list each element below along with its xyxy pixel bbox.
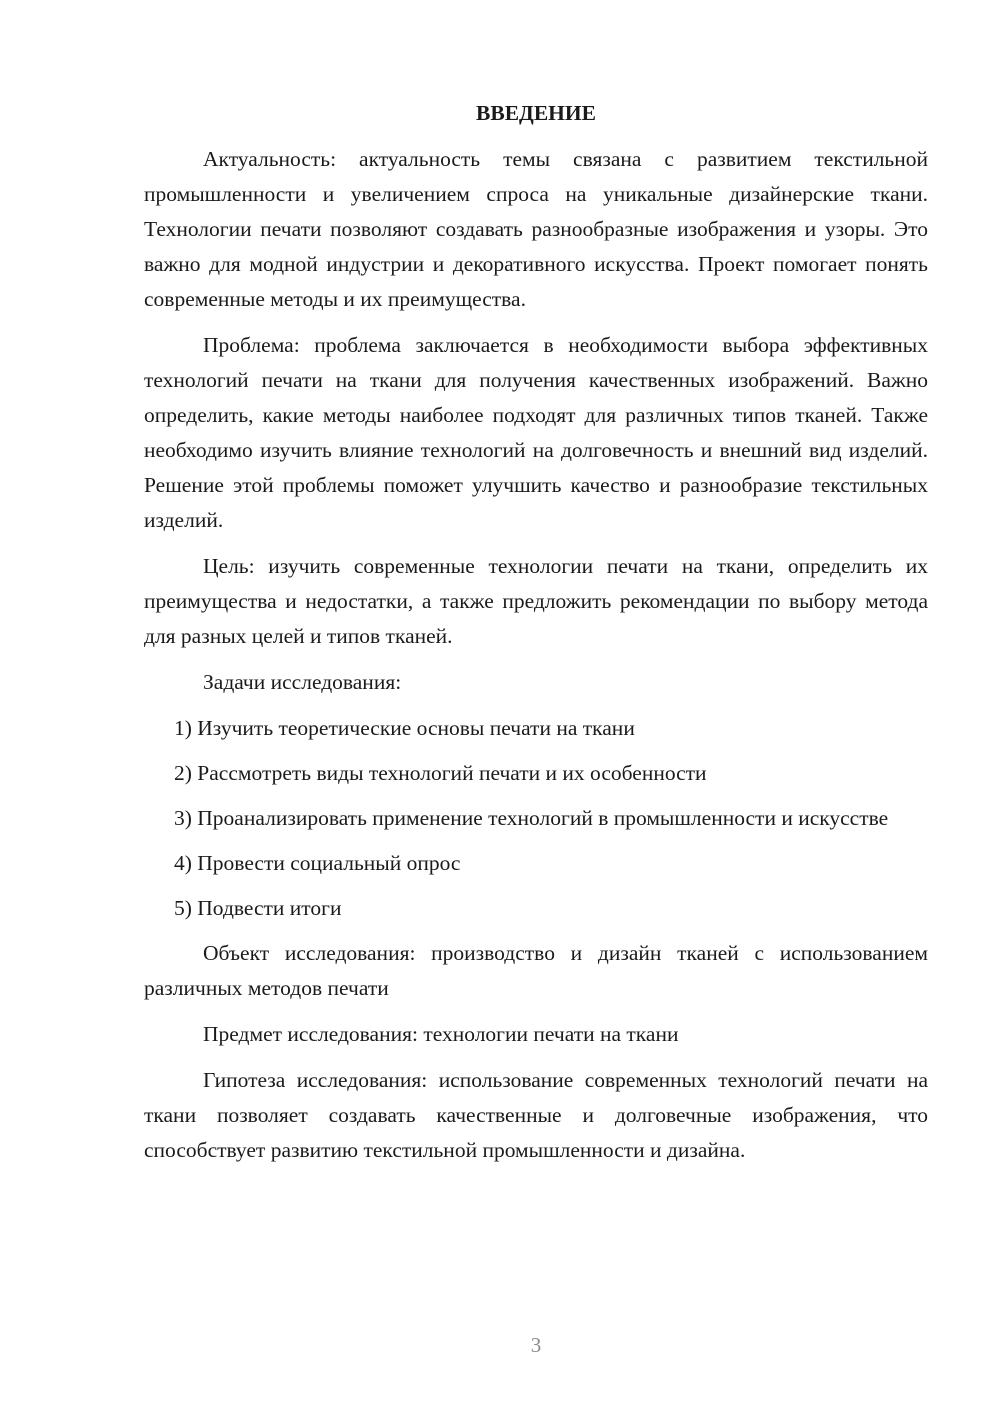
tasks-list bbox=[144, 711, 928, 926]
goal-paragraph: Цель: изучить современные технологии печати на ткани, определить их преимущества и недостатки, а также предложить рекомендации по выбору метода для разных целей и типов тканей. bbox=[144, 554, 928, 648]
page-number: 3 bbox=[530, 1333, 542, 1357]
hypothesis-paragraph: Гипотеза исследования: использование современных технологий печати на ткани позволяет создавать качественные и долговечные изображения, что способствует развитию текстильной промышленности и дизайна. bbox=[144, 1068, 928, 1162]
task-item-3: 3) Проанализировать применение технологий в промышленности и искусстве bbox=[174, 806, 889, 830]
task-item-5: 5) Подвести итоги bbox=[174, 896, 342, 920]
task-item-1: 1) Изучить теоретические основы печати на ткани bbox=[174, 716, 635, 740]
subject-paragraph: Предмет исследования: технологии печати на ткани bbox=[203, 1022, 679, 1046]
object-paragraph: Объект исследования: производство и дизайн тканей с использованием различных методов печати bbox=[144, 941, 928, 1000]
tasks-heading: Задачи исследования: bbox=[203, 670, 402, 694]
task-item-2: 2) Рассмотреть виды технологий печати и их особенности bbox=[174, 761, 707, 785]
task-item-4: 4) Провести социальный опрос bbox=[174, 851, 461, 875]
page-content bbox=[144, 96, 928, 1179]
relevance-paragraph: Актуальность: актуальность темы связана с развитием текстильной промышленности и увеличением спроса на уникальные дизайнерские ткани. Технологии печати позволяют создавать разнообразные изображения и узоры. Это важно для модной индустрии и декоративного искусства. Проект помогает понять современные методы и их преимущества. bbox=[144, 147, 928, 311]
section-heading: ВВЕДЕНИЕ bbox=[476, 101, 596, 125]
problem-paragraph: Проблема: проблема заключается в необходимости выбора эффективных технологий печати на ткани для получения качественных изображений. Важно определить, какие методы наиболее подходят для различных типов тканей. Также необходимо изучить влияние технологий на долговечность и внешний вид изделий. Решение этой проблемы поможет улучшить качество и разнообразие текстильных изделий. bbox=[144, 333, 928, 532]
